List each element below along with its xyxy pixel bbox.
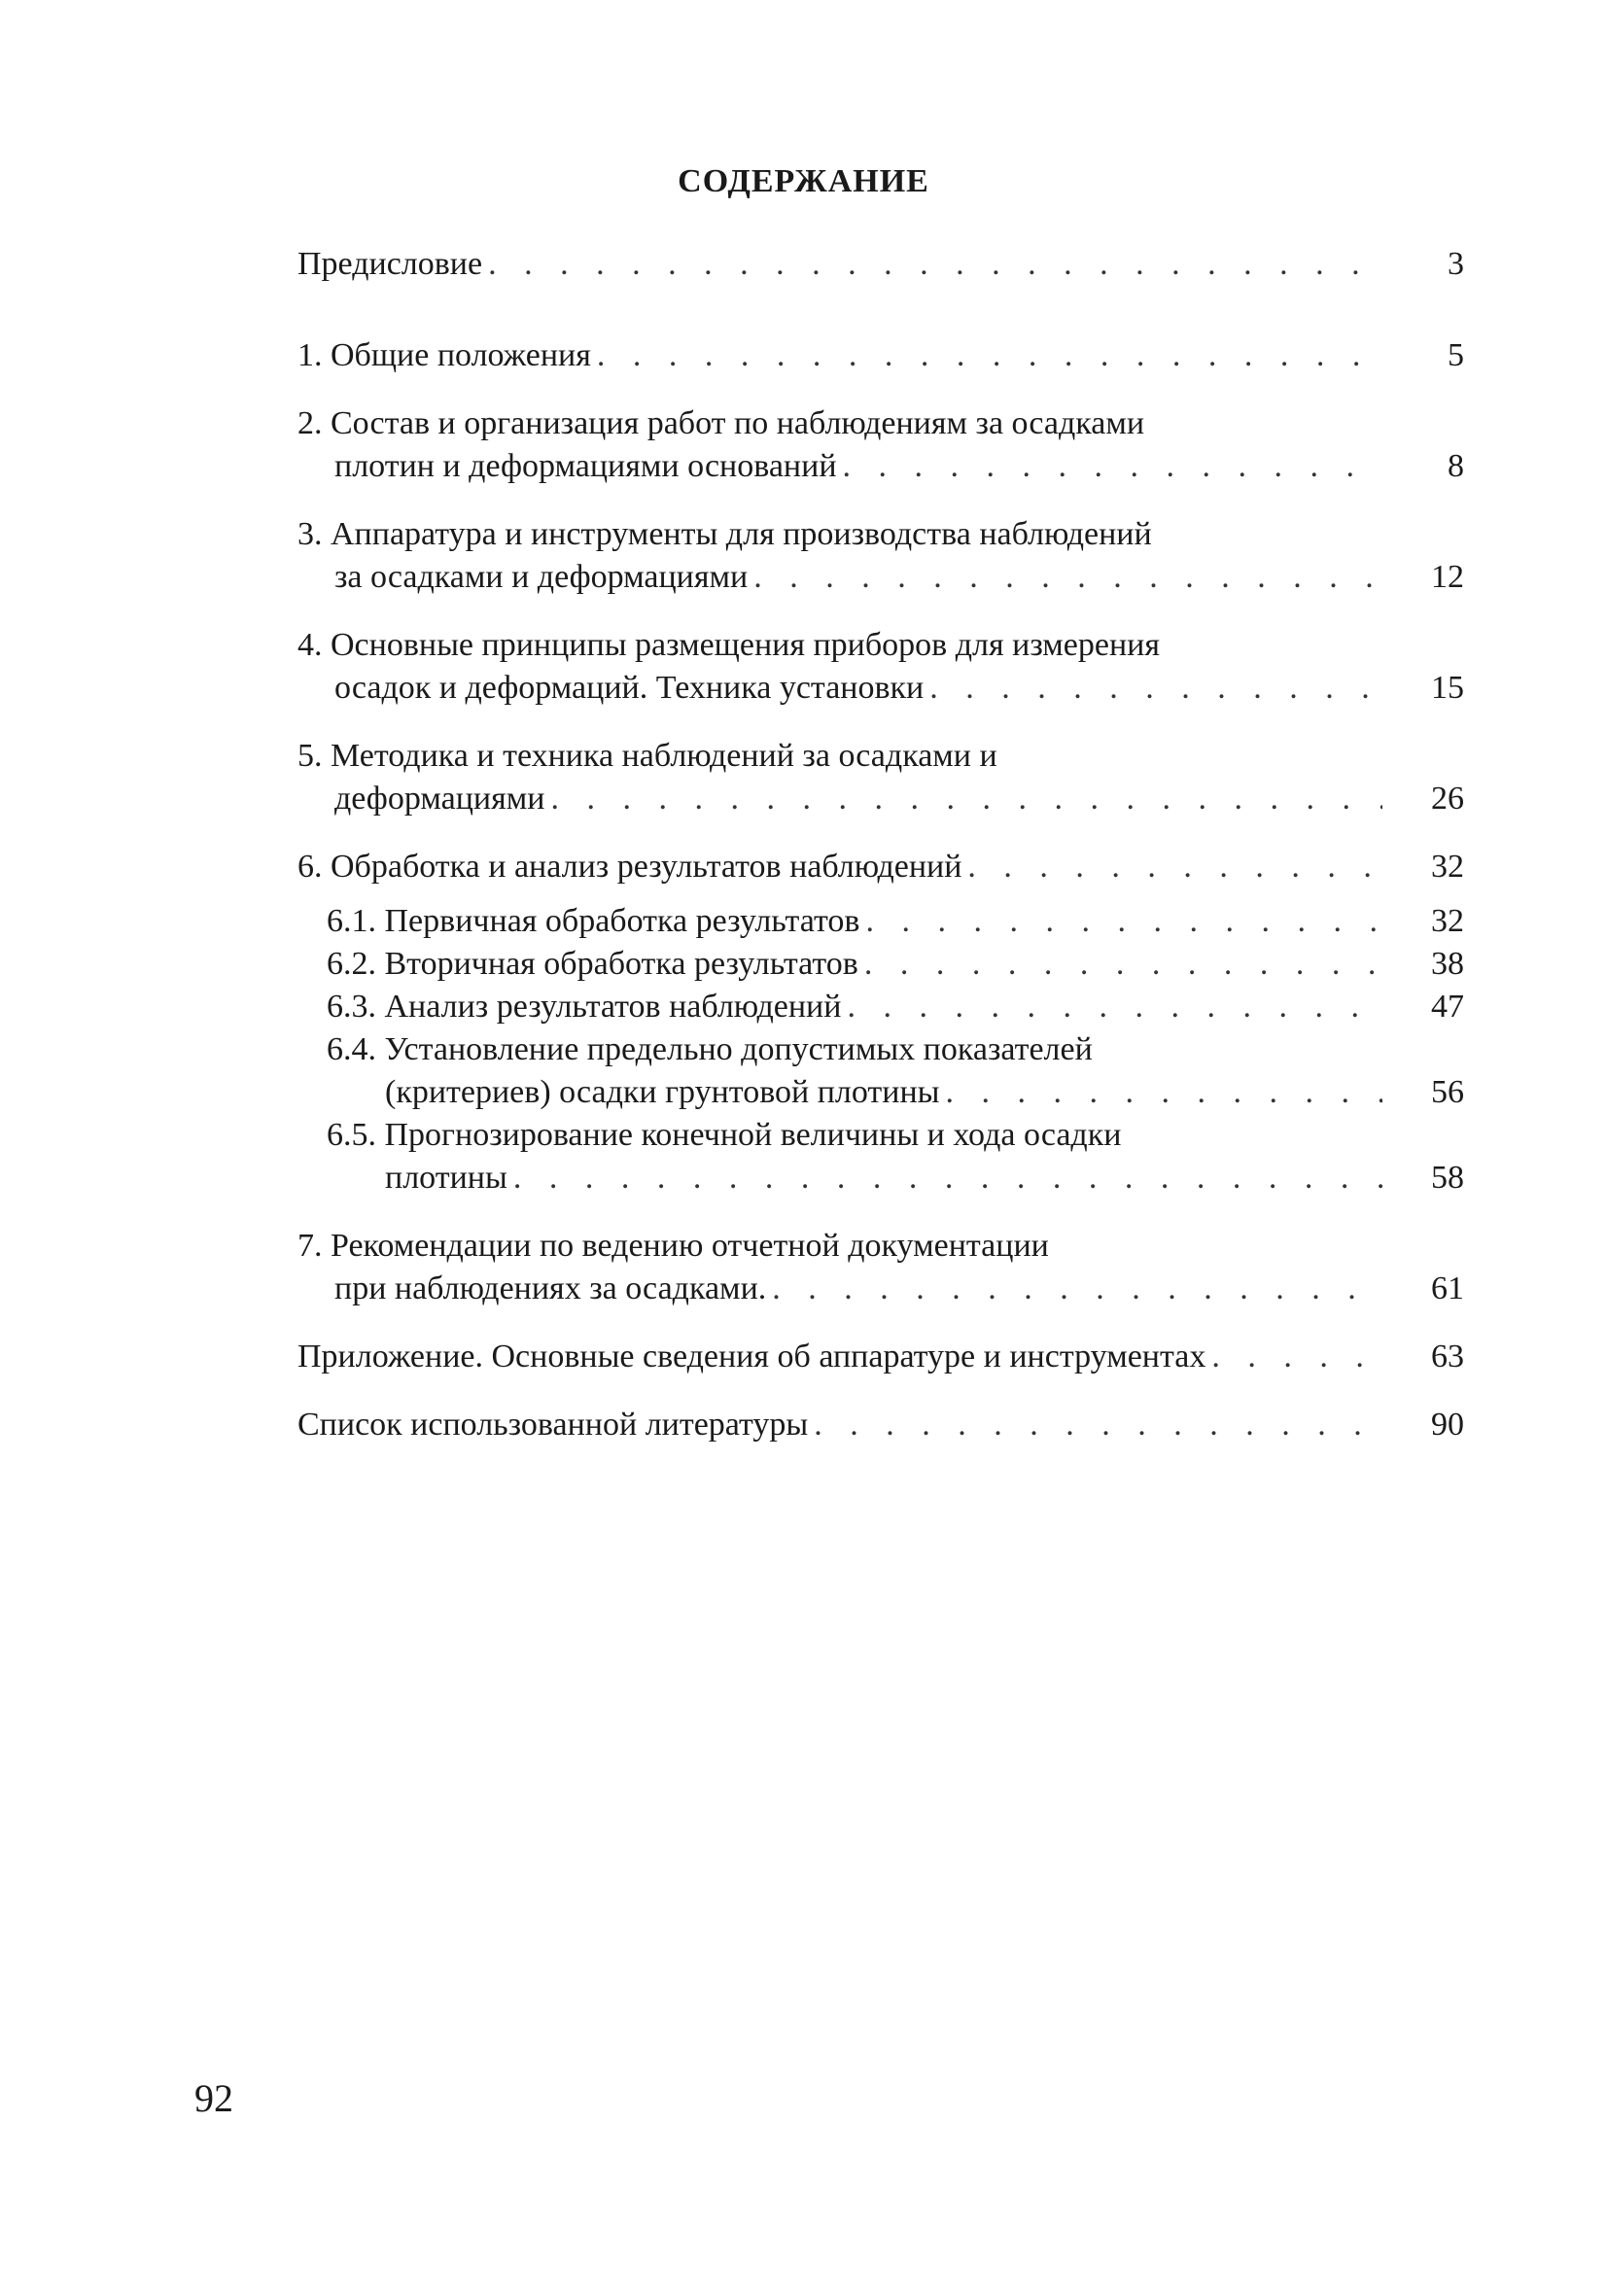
toc-page-number: 8	[1448, 448, 1464, 484]
toc-entry-4	[297, 624, 1464, 710]
leader-dots	[550, 778, 1382, 820]
leader-dots	[843, 445, 1382, 488]
leader-dots	[864, 943, 1382, 986]
toc-entry-title-continued: (критериев) осадки грунтовой плотины	[385, 1074, 940, 1110]
toc-entry-6-5	[297, 1114, 1464, 1200]
leader-dots	[865, 900, 1382, 943]
toc-page-number: 32	[1431, 903, 1464, 939]
leader-dots	[847, 986, 1382, 1028]
table-of-contents	[297, 243, 1464, 1446]
toc-entry-title: 6.2. Вторичная обработка результатов	[327, 946, 858, 982]
toc-entry-title: 6.4. Установление предельно допустимых показателей	[327, 1031, 1093, 1067]
toc-page-number: 38	[1431, 946, 1464, 982]
toc-entry-title: Приложение. Основные сведения об аппаратуре и инструментах	[297, 1339, 1206, 1374]
toc-entry-title-continued: плотины	[385, 1160, 507, 1196]
toc-entry-title: 1. Общие положения	[297, 337, 591, 373]
leader-dots	[967, 846, 1382, 888]
toc-entry-6-1	[297, 900, 1464, 943]
toc-entry-6	[297, 846, 1464, 888]
toc-page-number: 47	[1431, 989, 1464, 1025]
toc-page-number: 12	[1431, 559, 1464, 595]
toc-entry-title: Предисловие	[297, 246, 483, 282]
toc-entry-title: Список использованной литературы	[297, 1407, 809, 1443]
leader-dots	[946, 1071, 1382, 1114]
toc-page-number: 26	[1431, 781, 1464, 817]
toc-page-number: 61	[1431, 1270, 1464, 1306]
toc-entry-3	[297, 513, 1464, 599]
page-number: 92	[194, 2076, 233, 2120]
toc-entry-1	[297, 334, 1464, 377]
toc-entry-title: 2. Состав и организация работ по наблюдениям за осадками	[297, 405, 1145, 441]
leader-dots	[772, 1268, 1382, 1310]
toc-entry-title-continued: деформациями	[334, 781, 545, 817]
leader-dots	[597, 334, 1382, 377]
toc-page-number: 63	[1431, 1339, 1464, 1374]
toc-entry-title: 3. Аппаратура и инструменты для производства наблюдений	[297, 516, 1152, 552]
toc-page-number: 32	[1431, 849, 1464, 885]
toc-entry-title: 5. Методика и техника наблюдений за осадками и	[297, 738, 997, 774]
toc-page-number: 5	[1448, 337, 1464, 373]
toc-entry-title: 6.5. Прогнозирование конечной величины и хода осадки	[327, 1117, 1122, 1153]
toc-page-number: 3	[1448, 246, 1464, 282]
toc-entry-preface	[297, 243, 1464, 286]
leader-dots	[1211, 1336, 1382, 1378]
toc-entry-title: 7. Рекомендации по ведению отчетной документации	[297, 1228, 1049, 1264]
toc-entry-title: 6.1. Первичная обработка результатов	[327, 903, 860, 939]
toc-page-number: 56	[1431, 1074, 1464, 1110]
toc-entry-7	[297, 1225, 1464, 1310]
toc-entry-6-4	[297, 1028, 1464, 1114]
toc-entry-title: 6. Обработка и анализ результатов наблюдений	[297, 849, 962, 885]
toc-entry-title: 6.3. Анализ результатов наблюдений	[327, 989, 842, 1025]
toc-entry-title-continued: за осадками и деформациями	[334, 559, 749, 595]
toc-entry-5	[297, 735, 1464, 820]
toc-entry-references	[297, 1404, 1464, 1446]
toc-page-number: 58	[1431, 1160, 1464, 1196]
page-title: СОДЕРЖАНИЕ	[678, 163, 929, 199]
toc-entry-title-continued: плотин и деформациями оснований	[334, 448, 837, 484]
toc-entry-title-continued: осадок и деформаций. Техника установки	[334, 670, 925, 706]
toc-page-number: 90	[1431, 1407, 1464, 1443]
toc-entry-title-continued: при наблюдениях за осадками.	[334, 1270, 767, 1306]
leader-dots	[488, 243, 1382, 286]
toc-page-number: 15	[1431, 670, 1464, 706]
leader-dots	[753, 556, 1382, 599]
toc-entry-6-2	[297, 943, 1464, 986]
toc-entry-6-3	[297, 986, 1464, 1028]
leader-dots	[814, 1404, 1382, 1446]
leader-dots	[929, 667, 1382, 710]
leader-dots	[513, 1157, 1382, 1200]
toc-entry-2	[297, 402, 1464, 488]
toc-entry-title: 4. Основные принципы размещения приборов для измерения	[297, 627, 1161, 663]
toc-entry-appendix	[297, 1336, 1464, 1378]
